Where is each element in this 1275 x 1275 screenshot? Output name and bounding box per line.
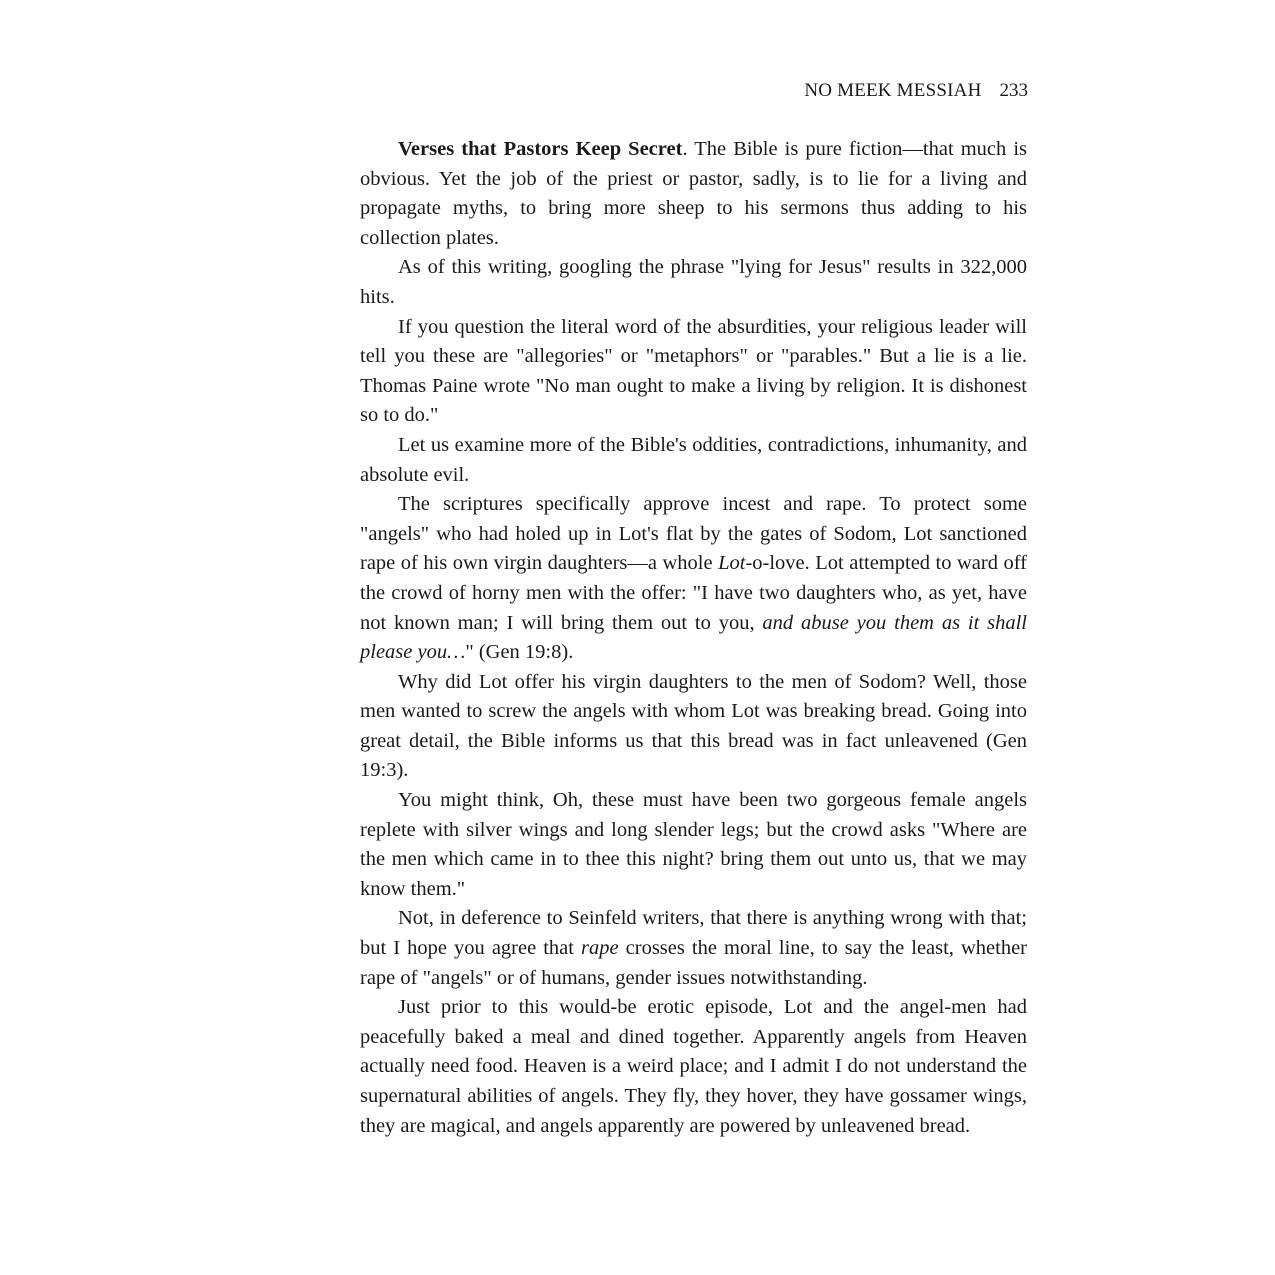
emphasis: Lot [718,552,746,575]
paragraph: Not, in deference to Seinfeld writers, that there is anything wrong with that; but I hope you agree that rape crosses the moral line, to say the least, whether rape of "angels" or of humans, gender issues notwithstanding. [360,907,1028,989]
running-head-title: NO MEEK MESSIAH [804,80,982,101]
paragraph: You might think, Oh, these must have been two gorgeous female angels replete with silver wings and long slender legs; but the crowd asks "Where are the men which came in to thee this night? bring them out unto us, that we may know them." [360,789,1027,900]
paragraph: The scriptures specifically approve incest and rape. To protect some "angels" who had holed up in Lot's flat by the gates of Sodom, Lot sanctioned rape of his own virgin daughters—a whole Lot-o-love. Lot attempted to ward off the crowd of horny men with the offer: "I have two daughters who, as yet, have not known man; I will bring them out to you, and abuse you them as it shall please you…" (Gen 19:8). [360,493,1028,664]
paragraph: As of this writing, googling the phrase "lying for Jesus" results in 322,000 hits. [360,256,1027,308]
running-head [760,78,1028,104]
paragraph: Verses that Pastors Keep Secret. The Bible is pure fiction—that much is obvious. Yet the job of the priest or pastor, sadly, is to lie for a living and propagate myths, to bring more sheep to his sermons thus adding to his collection plates. [360,138,1027,249]
scripture-quote: and abuse you them as it shall please you… [360,611,1027,664]
page-number: 233 [999,80,1028,101]
paragraph: Why did Lot offer his virgin daughters to the men of Sodom? Well, those men wanted to screw the angels with whom Lot was breaking bread. Going into great detail, the Bible informs us that this bread was in fact unleavened (Gen 19:3). [360,670,1027,782]
emphasis: rape [581,937,619,960]
paragraph: Just prior to this would-be erotic episode, Lot and the angel-men had peacefully baked a meal and dined together. Apparently angels from Heaven actually need food. Heaven is a weird place; and I admit I do not understand the supernatural abilities of angels. They fly, they hover, they have gossamer wings, they are magical, and angels apparently are powered by unleavened bread. [360,996,1027,1137]
paragraph: Let us examine more of the Bible's oddities, contradictions, inhumanity, and absolute evil. [360,433,1027,486]
section-heading: Verses that Pastors Keep Secret [398,138,683,160]
body-text [360,135,1027,1141]
paragraph: If you question the literal word of the absurdities, your religious leader will tell you these are "allegories" or "metaphors" or "parables." But a lie is a lie. Thomas Paine wrote "No man ought to make a living by religion. It is dishonest so to do." [360,315,1027,427]
